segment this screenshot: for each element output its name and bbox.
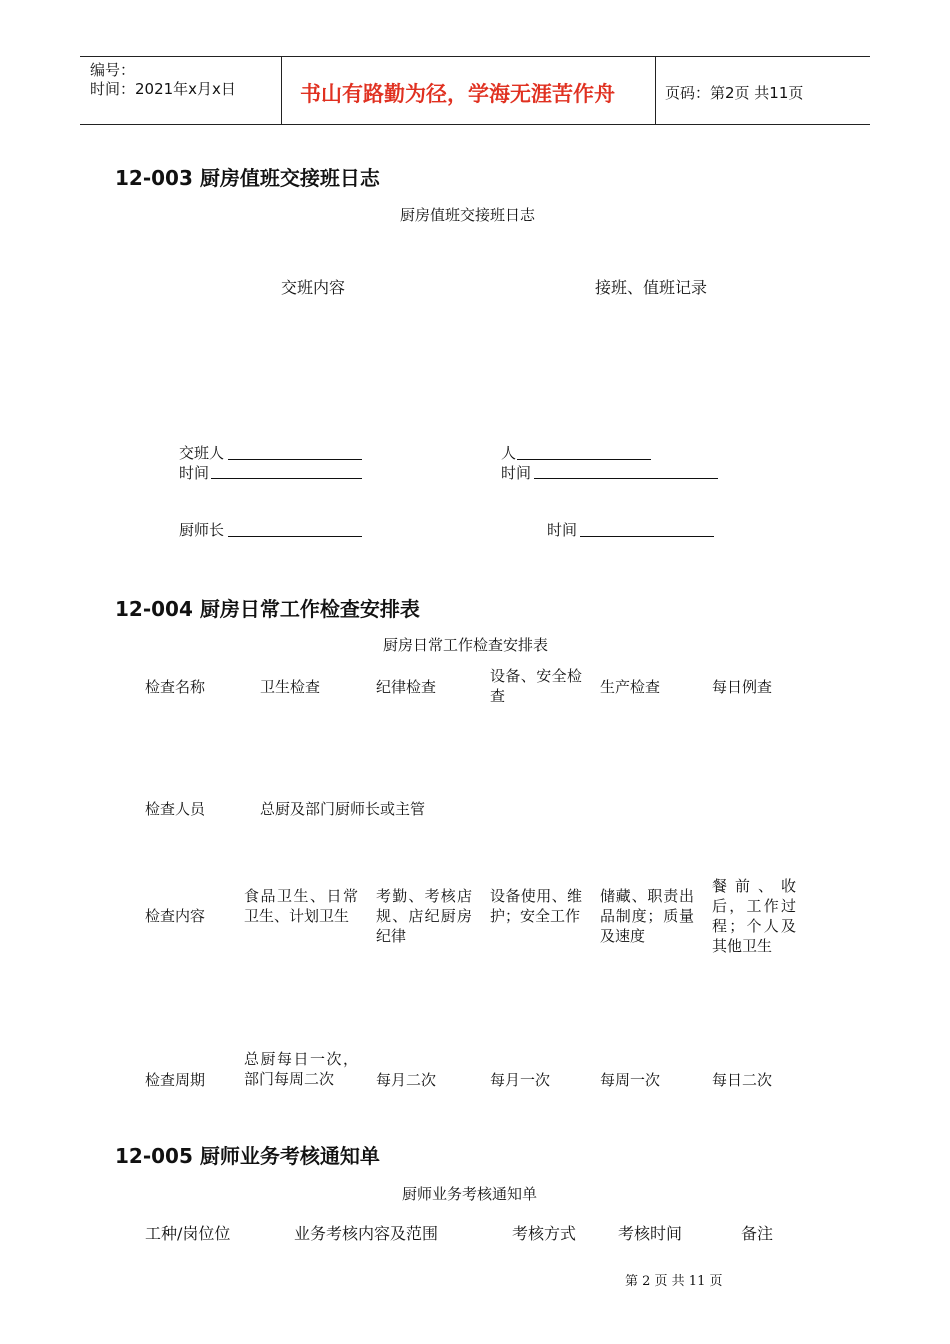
section-heading-12-005: 12-005 厨师业务考核通知单 [115,1144,380,1168]
document-time-label: 时间：2021年x月x日 [90,80,236,98]
row-label-inspection-period: 检查周期 [145,1071,206,1089]
column-assessment-method: 考核方式 [512,1224,577,1243]
handover-time-label: 时间 [179,464,210,482]
header-motto: 书山有路勤为径，学海无涯苦作舟 [300,82,615,106]
header-divider-right [655,56,656,125]
chef-blank [228,536,362,537]
inspection-name-production: 生产检查 [600,678,661,696]
header-page-info: 页码：第2页 共11页 [665,84,804,102]
section-heading-12-004: 12-004 厨房日常工作检查安排表 [115,597,420,621]
inspection-content-production: 储藏、职责出品制度；质量及速度 [600,887,694,945]
inspection-name-discipline: 纪律检查 [376,678,437,696]
column-job-position: 工种/岗位位 [145,1224,231,1243]
form-title-assessment-notice: 厨师业务考核通知单 [402,1185,538,1203]
handover-person-blank [228,459,362,460]
inspection-period-production: 每周一次 [600,1071,661,1089]
takeover-person-blank [517,459,651,460]
takeover-time-label: 时间 [501,464,532,482]
column-takeover-record: 接班、值班记录 [595,278,708,297]
inspection-name-daily: 每日例查 [712,678,773,696]
takeover-time-blank [534,478,718,479]
inspection-period-hygiene: 总厨每日一次，部门每周二次 [244,1050,358,1088]
document-number-label: 编号： [90,61,136,79]
handover-time-blank [211,478,362,479]
inspection-content-daily: 餐前、收后，工作过程；个人及其他卫生 [712,877,796,955]
column-handover-content: 交班内容 [281,278,346,297]
chef-time-label: 时间 [547,521,578,539]
takeover-person-label: 人 [501,444,517,462]
row-label-inspection-staff: 检查人员 [145,800,206,818]
row-label-inspection-name: 检查名称 [145,678,206,696]
inspection-period-discipline: 每月二次 [376,1071,437,1089]
footer-page-number: 第 2 页 共 11 页 [625,1274,723,1289]
column-assessment-scope: 业务考核内容及范围 [294,1224,439,1243]
row-label-inspection-content: 检查内容 [145,907,206,925]
column-assessment-time: 考核时间 [618,1224,683,1243]
inspection-staff-value: 总厨及部门厨师长或主管 [260,800,426,818]
section-heading-12-003: 12-003 厨房值班交接班日志 [115,166,380,190]
chef-time-blank [580,536,714,537]
inspection-period-daily: 每日二次 [712,1071,773,1089]
inspection-content-hygiene: 食品卫生、日常卫生、计划卫生 [244,887,358,925]
inspection-name-equipment-safety: 设备、安全检查 [490,667,582,705]
inspection-content-equipment: 设备使用、维护；安全工作 [490,887,582,925]
form-title-inspection-schedule: 厨房日常工作检查安排表 [383,636,549,654]
inspection-content-discipline: 考勤、考核店规、店纪厨房纪律 [376,887,472,945]
chef-label: 厨师长 [179,521,225,539]
header-divider-left [281,56,282,125]
column-remarks: 备注 [741,1224,774,1243]
handover-person-label: 交班人 [179,444,225,462]
inspection-period-equipment: 每月一次 [490,1071,551,1089]
inspection-name-hygiene: 卫生检查 [260,678,321,696]
header-bottom-rule [80,124,870,125]
header-top-rule [80,56,870,57]
form-title-shift-log: 厨房值班交接班日志 [400,206,536,224]
